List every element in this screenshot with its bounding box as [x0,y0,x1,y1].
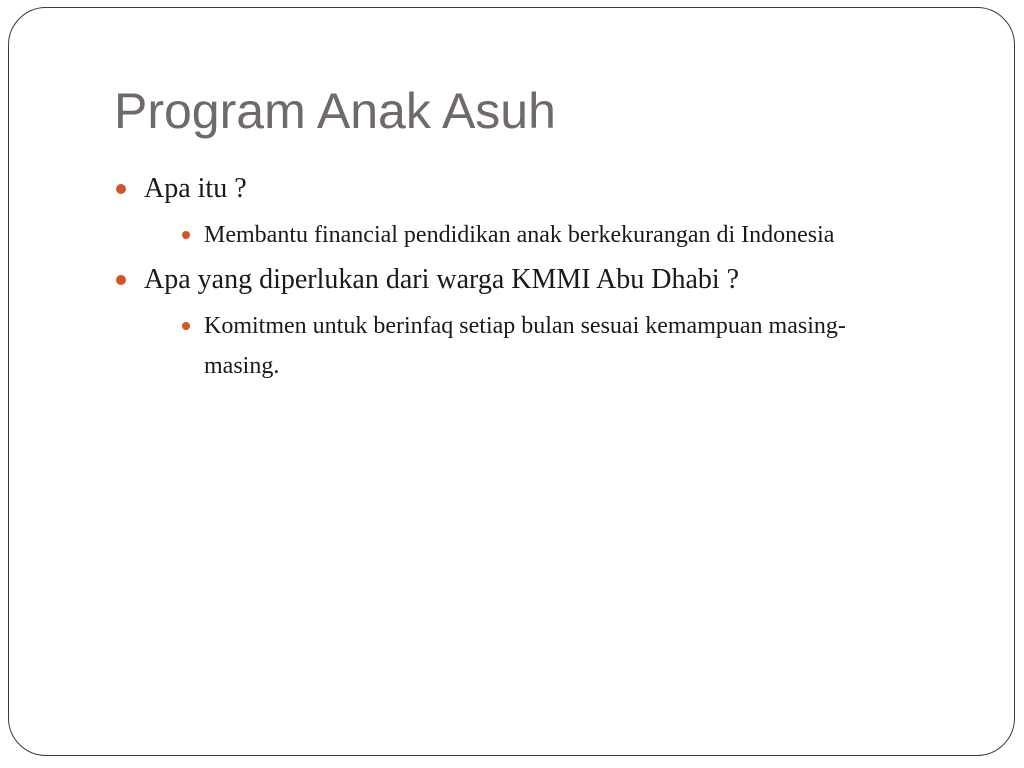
sub-bullet-item [174,306,904,386]
slide-title: Program Anak Asuh [114,83,556,139]
bullet-item [114,262,904,386]
bullet-text: Apa itu ? [144,173,247,204]
sub-bullet-text: Membantu financial pendidikan anak berkekurangan di Indonesia [204,222,835,248]
bullet-list [114,171,904,386]
bullet-dot-icon [116,275,126,285]
bullet-text: Apa yang diperlukan dari warga KMMI Abu Dhabi ? [144,264,740,295]
sub-bullet-text: Komitmen untuk berinfaq setiap bulan sesuai kemampuan masing-masing. [204,313,846,379]
sub-bullet-dot-icon [182,322,190,330]
sub-bullet-dot-icon [182,231,190,239]
sub-bullet-item [174,215,904,255]
sub-bullet-list [144,215,904,255]
sub-bullet-list [144,306,904,386]
bullet-dot-icon [116,184,126,194]
bullet-item [114,171,904,255]
